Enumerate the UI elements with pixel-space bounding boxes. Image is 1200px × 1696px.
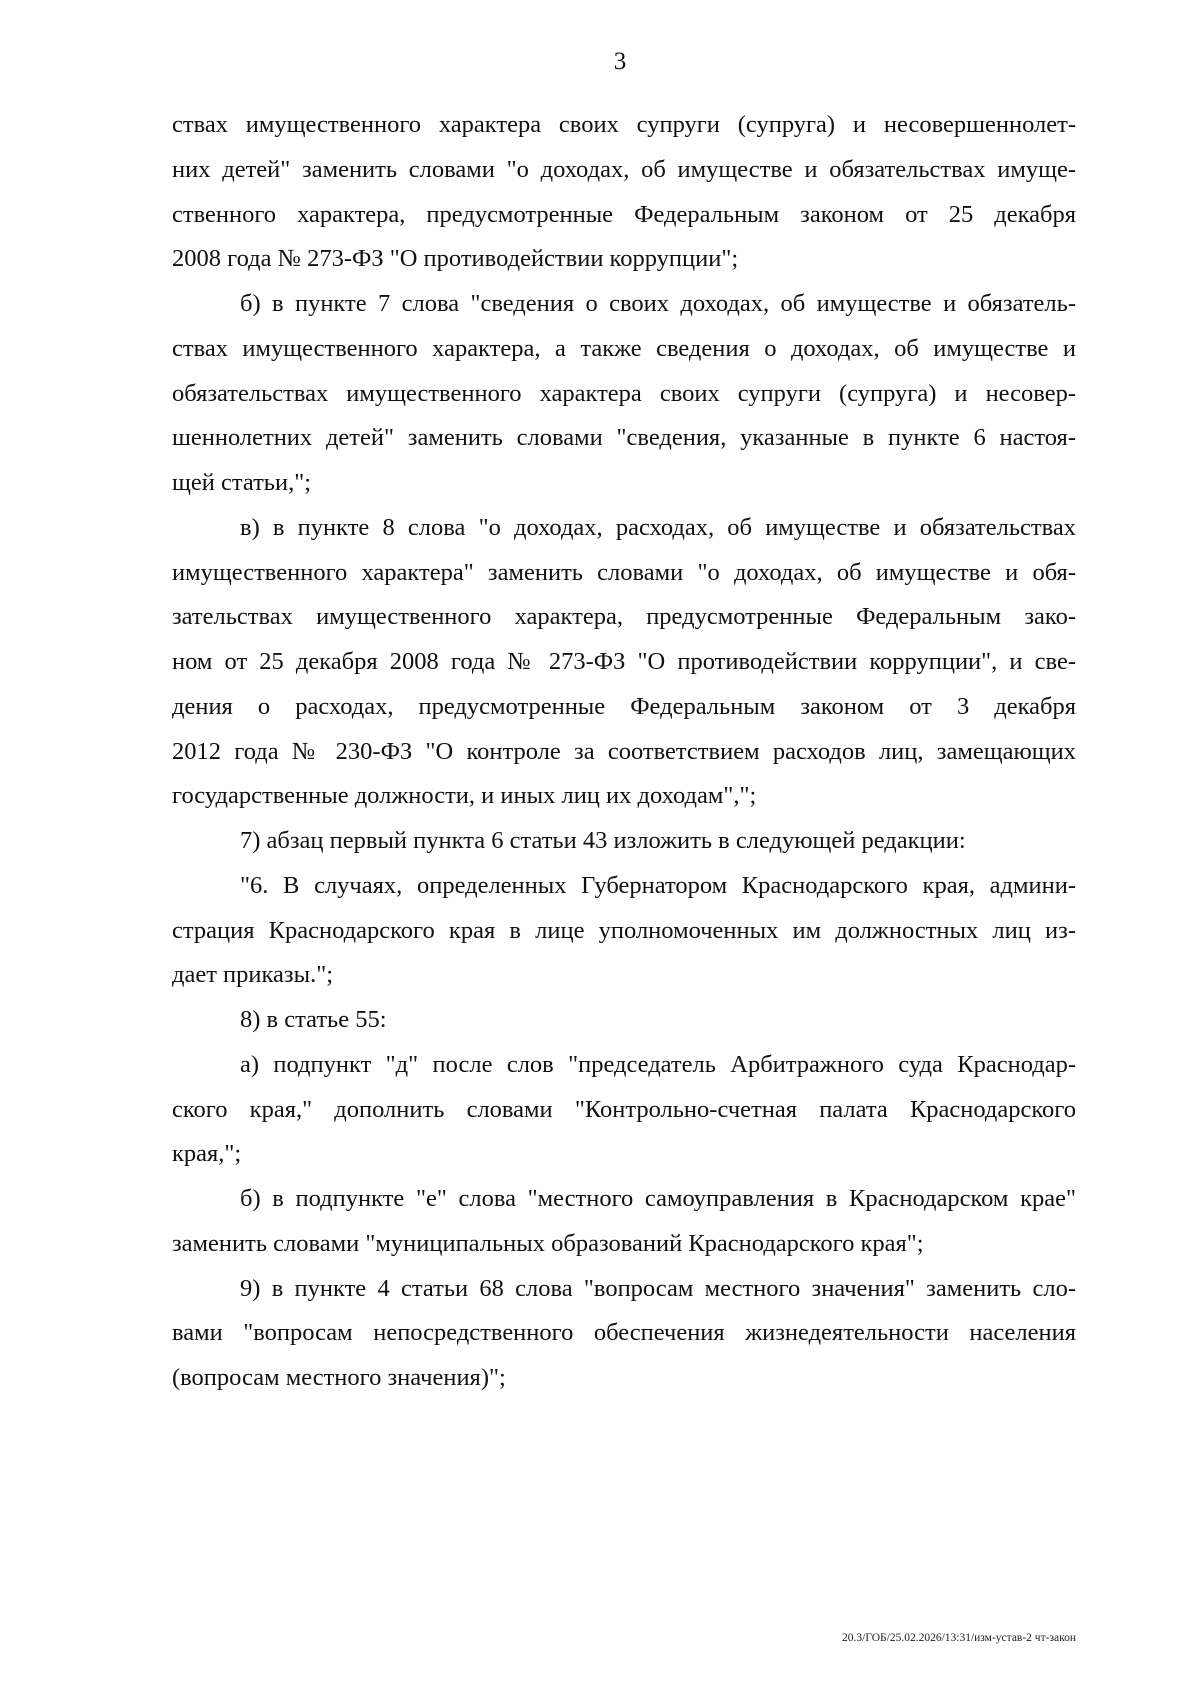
- text-line: 2012 года № 230-ФЗ "О контроле за соответствием расходов лиц, замещающих: [172, 737, 1076, 765]
- paragraph: [172, 1043, 1076, 1177]
- text-line: заменить словами "муниципальных образований Краснодарского края";: [172, 1229, 924, 1257]
- page-number: 3: [613, 48, 627, 75]
- paragraph: [172, 819, 1076, 864]
- text-line: в) в пункте 8 слова "о доходах, расходах, об имуществе и обязательствах: [240, 513, 1076, 541]
- paragraph: [172, 1267, 1076, 1401]
- document-body: [172, 103, 1076, 1401]
- paragraph: [172, 506, 1076, 819]
- text-line: щей статьи,";: [172, 469, 312, 496]
- text-line: зательствах имущественного характера, предусмотренные Федеральным зако-: [172, 603, 1076, 631]
- paragraph: [172, 864, 1076, 998]
- document-footer-code: 20.3/ГОБ/25.02.2026/13:31/изм-устав-2 чт-закон: [842, 1632, 1076, 1644]
- text-line: имущественного характера" заменить словами "о доходах, об имуществе и обя-: [172, 558, 1076, 586]
- text-line: ского края," дополнить словами "Контрольно-счетная палата Краснодарского: [172, 1095, 1076, 1123]
- text-line: государственные должности, и иных лиц их доходам",";: [172, 782, 757, 810]
- text-line: ствах имущественного характера, а также сведения о доходах, об имуществе и: [172, 334, 1076, 362]
- text-line: страция Краснодарского края в лице уполномоченных им должностных лиц из-: [172, 916, 1076, 944]
- text-line: ствах имущественного характера своих супруги (супруга) и несовершеннолет-: [172, 111, 1076, 138]
- text-line: обязательствах имущественного характера своих супруги (супруга) и несовер-: [172, 379, 1076, 407]
- text-line: (вопросам местного значения)";: [172, 1364, 506, 1391]
- text-line: вами "вопросам непосредственного обеспечения жизнедеятельности населения: [172, 1319, 1076, 1347]
- text-line: б) в подпункте "е" слова "местного самоуправления в Краснодарском крае": [240, 1185, 1076, 1212]
- text-line: "6. В случаях, определенных Губернатором Краснодарского края, админи-: [240, 871, 1076, 899]
- text-line: дает приказы.";: [172, 961, 333, 989]
- text-line: 7) абзац первый пункта 6 статьи 43 изложить в следующей редакции:: [240, 827, 966, 854]
- text-line: шеннолетних детей" заменить словами "сведения, указанные в пункте 6 настоя-: [172, 424, 1076, 452]
- text-line: а) подпункт "д" после слов "председатель Арбитражного суда Краснодар-: [240, 1050, 1076, 1078]
- text-line: б) в пункте 7 слова "сведения о своих доходах, об имуществе и обязатель-: [240, 290, 1076, 317]
- text-line: края,";: [172, 1140, 242, 1168]
- text-line: дения о расходах, предусмотренные Федеральным законом от 3 декабря: [172, 692, 1076, 720]
- paragraph: [172, 103, 1076, 282]
- text-line: 2008 года № 273-ФЗ "О противодействии коррупции";: [172, 245, 739, 273]
- text-line: них детей" заменить словами "о доходах, об имуществе и обязательствах имуще-: [172, 155, 1076, 183]
- paragraph: [172, 1177, 1076, 1267]
- paragraph: [172, 998, 1076, 1043]
- text-line: ном от 25 декабря 2008 года № 273-ФЗ "О противодействии коррупции", и све-: [172, 648, 1076, 675]
- text-line: 9) в пункте 4 статьи 68 слова "вопросам местного значения" заменить сло-: [240, 1274, 1076, 1302]
- text-line: 8) в статье 55:: [240, 1006, 387, 1033]
- paragraph: [172, 282, 1076, 506]
- text-line: ственного характера, предусмотренные Федеральным законом от 25 декабря: [172, 200, 1076, 228]
